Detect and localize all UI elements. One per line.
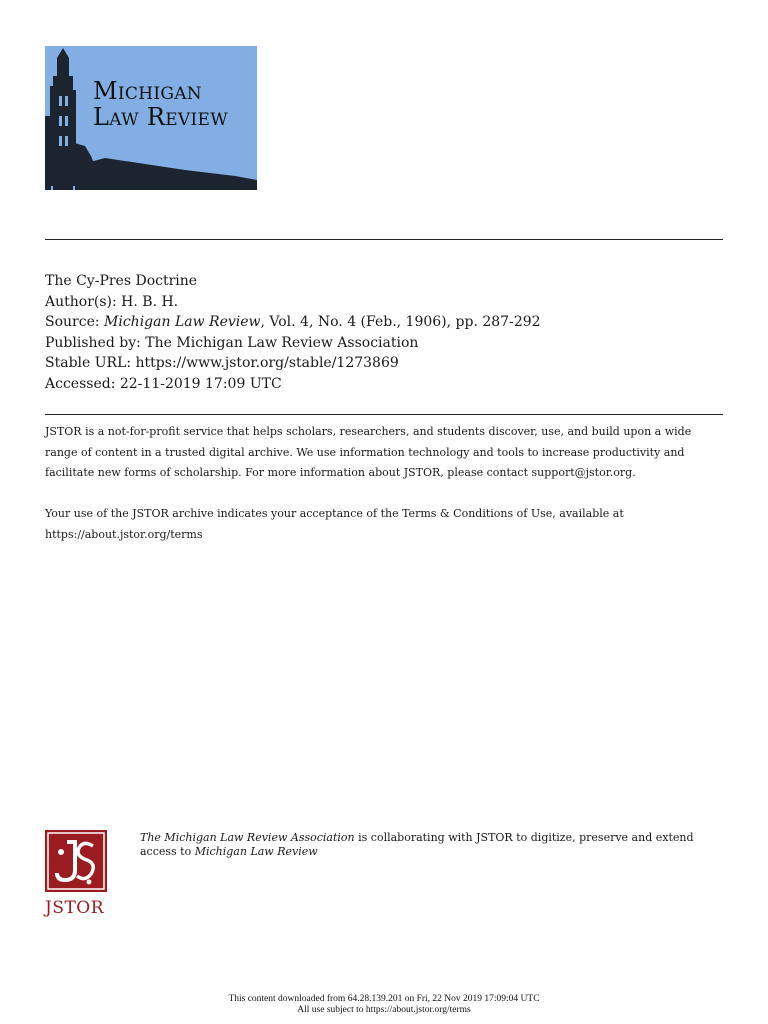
jstor-notice	[45, 422, 725, 546]
notice-paragraph-about: JSTOR is a not-for-profit service that helps scholars, researchers, and students discover, use, and build upon a wide range of content in a trusted digital archive. We use information technology and tools to increase productivity and facilitate new forms of scholarship. For more information about JSTOR, please contact support@jstor.org.	[45, 425, 692, 480]
notice-paragraph-terms: Your use of the JSTOR archive indicates your acceptance of the Terms & Conditions of Use, available at https://about.jstor.org/terms	[45, 507, 624, 541]
footer-line-1: This content downloaded from 64.28.139.201 on Fri, 22 Nov 2019 17:09:04 UTC	[228, 994, 540, 1004]
article-title: The Cy-Pres Doctrine	[45, 273, 198, 289]
collab-org: The Michigan Law Review Association	[140, 831, 355, 844]
source-journal: Michigan Law Review	[104, 314, 261, 331]
jstor-logo-icon	[45, 830, 107, 892]
download-footer	[0, 994, 768, 1016]
article-authors: Author(s): H. B. H.	[45, 293, 179, 310]
collaboration-statement: The Michigan Law Review Association is collaborating with JSTOR to digitize, preserve and extend access to Michigan Law Review	[140, 831, 694, 858]
footer-line-2: All use subject to https://about.jstor.org/terms	[297, 1005, 471, 1015]
notice-divider	[45, 414, 723, 415]
logo-line-2: Law Review	[93, 103, 228, 131]
article-metadata	[45, 271, 541, 395]
top-divider	[45, 239, 723, 240]
article-accessed: Accessed: 22-11-2019 17:09 UTC	[45, 375, 282, 392]
article-publisher: Published by: The Michigan Law Review Association	[45, 334, 419, 351]
article-source: Source: Michigan Law Review, Vol. 4, No. 4 (Feb., 1906), pp. 287-292	[45, 314, 541, 331]
article-stable-url[interactable]: Stable URL: https://www.jstor.org/stable/1273869	[45, 355, 399, 372]
jstor-wordmark: JSTOR	[45, 898, 105, 918]
collab-journal: Michigan Law Review	[194, 844, 318, 858]
logo-line-1: Michigan	[93, 77, 202, 105]
journal-logo	[45, 46, 257, 190]
